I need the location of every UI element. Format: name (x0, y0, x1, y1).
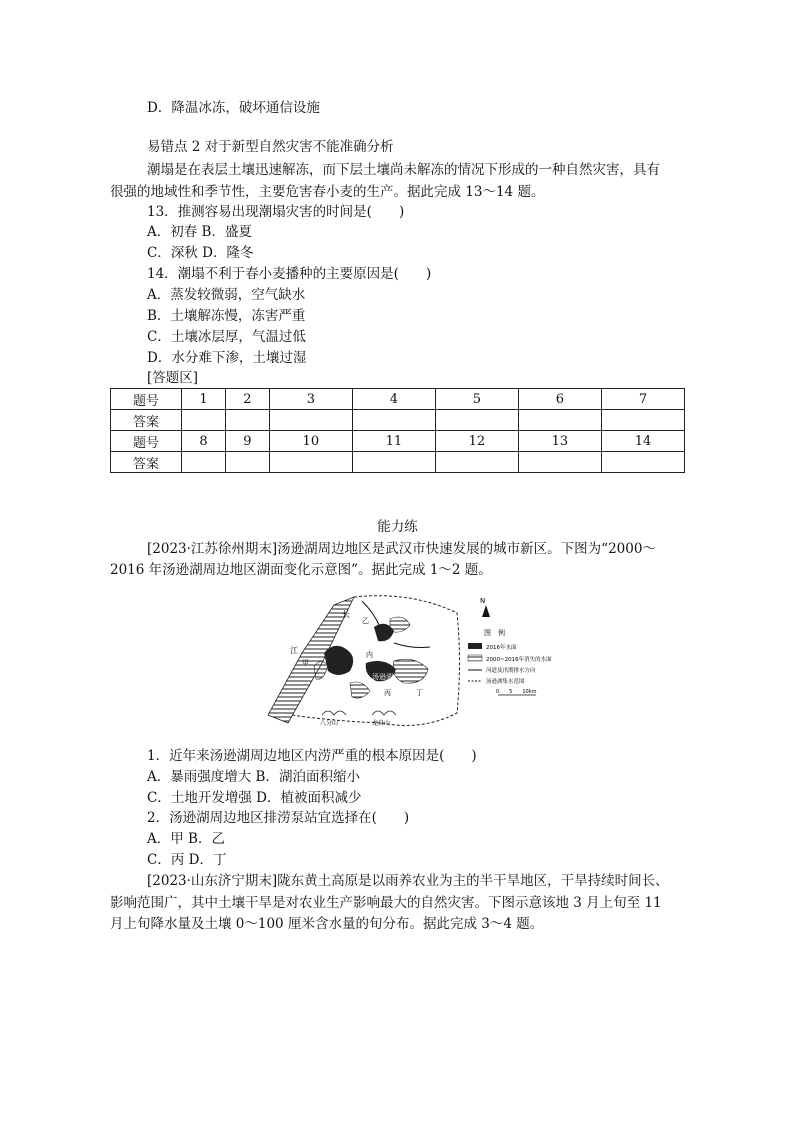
question-number: 5 (435, 389, 518, 410)
intro-line: 潮塌是在表层土壤迅速解冻，而下层土壤尚未解冻的情况下形成的一种自然灾害，具有 (147, 162, 660, 178)
table-header-cell: 答案 (111, 410, 182, 431)
q14-option-b: B．土壤解冻慢，冻害严重 (147, 308, 306, 324)
question-number: 9 (225, 431, 269, 452)
answer-cell[interactable] (601, 452, 684, 473)
answer-cell[interactable] (518, 410, 601, 431)
question-number: 7 (601, 389, 684, 410)
q14-option-d: D．水分难下渗，土壤过湿 (147, 350, 307, 366)
table-row (111, 410, 685, 431)
legend-label: 汤逊湖集水范围 (486, 679, 525, 685)
question-number: 3 (269, 389, 352, 410)
answer-cell[interactable] (225, 452, 269, 473)
legend-label: 河道及汛期排水方向 (486, 668, 536, 674)
north-arrow-icon (482, 605, 490, 617)
answer-cell[interactable] (601, 410, 684, 431)
map-label: 甲 (302, 659, 309, 667)
intro-line: [2023·江苏徐州期末]汤逊湖周边地区是武汉市快速发展的城市新区。下图为“2000～ (147, 541, 656, 557)
map-label: 江 (290, 646, 298, 655)
q2-options: A．甲 B．乙 (147, 831, 225, 847)
legend-swatch (468, 643, 482, 649)
answer-cell[interactable] (518, 452, 601, 473)
answer-table (110, 388, 685, 473)
q14-option-c: C．土壤冰层厚，气温过低 (147, 329, 306, 345)
q14-stem: 14．潮塌不利于春小麦播种的主要原因是( ) (147, 266, 432, 282)
answer-cell[interactable] (435, 410, 518, 431)
table-header-cell: 题号 (111, 431, 182, 452)
q13-options: C．深秋 D．隆冬 (147, 245, 254, 261)
map-label: 丙 (384, 689, 391, 697)
answer-cell[interactable] (182, 410, 226, 431)
legend-label: 2016年水面 (486, 645, 517, 651)
q13-stem: 13．推测容易出现潮塌灾害的时间是( ) (147, 204, 405, 220)
north-label: N (480, 597, 486, 605)
section-title: 能力练 (377, 519, 418, 535)
intro-line: 月上旬降水量及土壤 0～100 厘米含水量的旬分布。据此完成 3～4 题。 (110, 916, 544, 932)
table-row (111, 389, 685, 410)
answer-cell[interactable] (352, 452, 435, 473)
map-label: 八分山 (320, 720, 339, 727)
map-label: 乙 (362, 617, 369, 625)
q12-option-d: D．降温冰冻，破坏通信设施 (147, 100, 320, 116)
map-label: 内 (366, 651, 373, 659)
question-number: 6 (518, 389, 601, 410)
answer-cell[interactable] (269, 452, 352, 473)
hill-symbol (372, 711, 396, 715)
answer-cell[interactable] (352, 410, 435, 431)
answer-cell[interactable] (225, 410, 269, 431)
map-label: 长 (342, 610, 350, 619)
answer-cell[interactable] (435, 452, 518, 473)
question-number: 11 (352, 431, 435, 452)
legend-title: 图 例 (484, 629, 505, 637)
question-number: 4 (352, 389, 435, 410)
question-number: 14 (601, 431, 684, 452)
legend-swatch (468, 655, 482, 661)
question-number: 8 (182, 431, 226, 452)
q1-stem: 1．近年来汤逊湖周边地区内涝严重的根本原因是( ) (147, 748, 477, 764)
q1-options: A．暴雨强度增大 B．湖泊面积缩小 (147, 769, 360, 785)
lake-change-map (262, 583, 562, 733)
map-label: 丁 (416, 689, 423, 697)
intro-line: [2023·山东济宁期末]陇东黄土高原是以雨养农业为主的半干旱地区，干旱持续时间长、 (147, 873, 669, 889)
answer-area-label: [答题区] (147, 370, 199, 386)
vanished-water (390, 617, 410, 632)
question-number: 2 (225, 389, 269, 410)
question-number: 12 (435, 431, 518, 452)
question-number: 1 (182, 389, 226, 410)
scale-label: 0 5 10km (496, 689, 537, 695)
intro-line: 2016 年汤逊湖周边地区湖面变化示意图”。据此完成 1～2 题。 (110, 562, 492, 578)
q2-stem: 2．汤逊湖周边地区排涝泵站宜选择在( ) (147, 810, 410, 826)
legend-label: 2000~2016年消失的水面 (486, 657, 552, 663)
question-number: 10 (269, 431, 352, 452)
q2-options: C．丙 D．丁 (147, 852, 227, 868)
water-area (324, 646, 353, 675)
table-row (111, 431, 685, 452)
vanished-water (314, 661, 328, 679)
q14-option-a: A．蒸发较微弱，空气缺水 (147, 287, 306, 303)
intro-line: 影响范围广，其中土壤干旱是对农业生产影响最大的自然灾害。下图示意该地 3 月上旬至 11 (110, 895, 662, 911)
map-label: 汤逊湖 (372, 673, 393, 681)
q1-options: C．土地开发增强 D．植被面积减少 (147, 790, 362, 806)
table-header-cell: 答案 (111, 452, 182, 473)
table-header-cell: 题号 (111, 389, 182, 410)
table-row (111, 452, 685, 473)
vanished-water (350, 682, 370, 698)
question-number: 13 (518, 431, 601, 452)
vanished-water (393, 659, 428, 683)
answer-cell[interactable] (269, 410, 352, 431)
hill-symbol (322, 711, 346, 715)
answer-cell[interactable] (182, 452, 226, 473)
intro-line: 很强的地域性和季节性，主要危害春小麦的生产。据此完成 13～14 题。 (110, 184, 545, 200)
q13-options: A．初春 B．盛夏 (147, 224, 252, 240)
map-label: 龙泉山 (372, 720, 391, 727)
section-heading: 易错点 2 对于新型自然灾害不能准确分析 (147, 139, 394, 155)
